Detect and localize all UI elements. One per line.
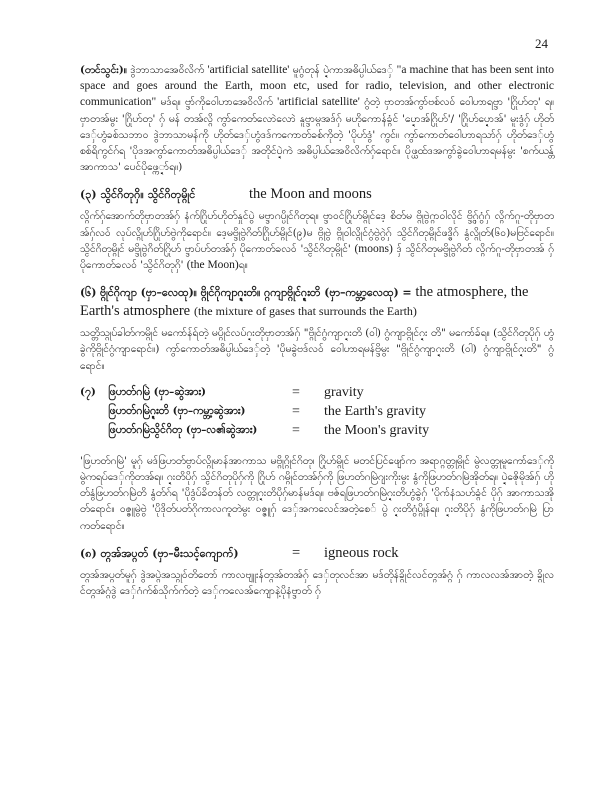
paragraph-text: လ္ဂိက်ဂှ်အောက်တိုဗှာတအ်ဂှ် နံက်ဂြိုဟ်ဟိုတ်နှုင်ပွဲ မဗ္ဒာဂပ္ပိုင်ဂိတုရ။ ဗ္ဒာဝင်ဂြိုဟ်မ္ဂိုင်ဒေ့ စိတ်မ ဗ္ဂိုဗွဲဂ္ဂာဝါလိုင် ဗ္ဒွိဂှ်ဂွံဂှ် လ္ဂိက်ဂူ-တိုဗှာတအ်ဂှ်လဝ် လုပ်လ္ဂိုဟ်ဂြိုဟ်ဗွဲကိုရောင်။ ဒေ့မဗ္ဒိုဗွဲဂိတ်ဂြိုဟ်မ္ဂိုင်(၉)မ ဗ္ဂိုဗွဲ ဗ္ဂိုဝါလ္ဂိုင်ဂွံဗွဲဂွဲဂှ် သ္ငိင်ဂိတုမ္ဂိုင်ဖဒ္ဓိဂ် နွံလ္ဂိုတ်(၆၀)မဗြင်ရောင်။ သ္ငိင်ဂိတုမ္ဂိုင် မဗ္ဒိုဗွဲဂိတ်ဂြိုဟ် ဗ္ဒာပ်ဟ်တအ်ဂှ် ပိုကောတ်ခလဝ် 'သ္ငိင်ဂိတုမ္ဂိုင်'	[80, 210, 554, 255]
paragraph-text: ဒှ် သ္ငိင်ဂိတုမဗ္ဒိုဗွဲဂိတ် လ္ဂိက်ဂူ-တိုဗှာတအ် ဂှ် ပိုကောတ်ခလဝ် 'သ္ငိင်ဂိတုဂှိ'	[80, 242, 555, 272]
section-number: (၇)	[80, 385, 96, 398]
equals-sign: =	[292, 385, 300, 401]
glossary-term-english: the Earth's gravity	[324, 404, 427, 420]
gravity-glossary	[80, 384, 429, 441]
glossary-term-mon: ဖြဟတ်ဂမြဲဂ္ဍးတိ (ဗှာ–ကမ္ဘာ့ဆွဲအား)	[108, 404, 246, 417]
heading-english-gloss: (the mixture of gases that surrounds the Earth)	[193, 304, 417, 319]
paragraph-text: 'ဖြဟတ်ဂမြဲ' မူဂှ် မဒ်ဖြဟတ်ဗွာပ်လ္ဂိုမာန်အာကာသ မဗ္ဂိုဂ္ဂိုင်ဂိတု၊ ဂြိုဟ်မ္ဂိုင် မတင်ပြင်ဖျော်က အရာဂ္ဂတ္တုမ္ဂိုင် မွဲလတ္တုမူကော်ဒေှ်ကို မွဲကရပ်ဒေှ်ကိုတအ်ရ။ ဂ္ဍးတိပိုဂှ် သ္ငိင်ဂိတုပိုဂှ်ကို ဂြိုဟ် ဂမ္ဂိုင်တအ်ဂှ်ကို ဖြဟတ်ဂမြဲဂျးကိုးမွး နွံကိုဖြဟတ်ဂမြဲအိုတ်ရ။ ပ္ဍဲဇေိုမိုအ်ဂှ် ဟိုတ်နွံဖြဟတ်ဂမြဲတိ နွံတ်ဂ်ရ 'ပိုဒွံပ်ခိတန်တ် လတ္တုဂ္ဍးတိပိုဂှ်မာန်မဒ်ရ။ ဗဇ်ရဖြဟတ်ဂမြဲဂ္ဍးတိဟွံခွဲဂှ် 'ပိုဂာ်နံသဟ်ခ္ဂံင် ပိုဂှ် အာကာသအိုတ်ရောင်။ ဝဇ္ဇူမွဲဗွဲ 'ပိုဒိုတ်ပတ်ဂိုကာလကူတဲမွး ဝဇ္ဇူဂှ် ဒေှ်အကလေင်အတဲ့စေ် ပွဲ ဂ္ဍးတိဂွံပ္ဂိုန်ရ။ ဂ္ဍးတိပိုဂှ် နွံကိုဖြဟတ်ဂမြဲ ပြာကတ်ရောင်။	[80, 454, 554, 532]
glossary-row	[80, 384, 429, 403]
english-term: (the Moon)	[186, 259, 239, 272]
intro-paragraph	[80, 62, 554, 175]
glossary-row	[80, 422, 429, 441]
paragraph-text: ဒွဲဘာသာအေ၀ိလိက်	[126, 64, 208, 76]
section-3-paragraph	[80, 208, 554, 273]
glossary-term-english: gravity	[324, 385, 364, 401]
section-6-paragraph	[80, 325, 554, 374]
equals-sign: =	[292, 404, 300, 420]
glossary-term-english: the Moon's gravity	[324, 423, 430, 439]
page-body	[80, 62, 554, 609]
glossary-row	[80, 403, 429, 422]
heading-english: igneous rock	[324, 544, 399, 561]
paragraph-text: မဒ်ရ။ ဗ္ဒာ်ကိုဝေါဟာအေ၀ိလိက်	[156, 96, 278, 109]
section-7-paragraph	[80, 453, 554, 534]
english-term: (moons)	[354, 242, 393, 255]
heading-english: the atmosphere, the Earth's atmosphere	[80, 284, 529, 320]
paragraph-text: ဂွံတဲ့ ဗှာတအ်ကွာ်ဗစ်လဝ် ဝေါဟာရဗ္ဒာ 'ဂြိုဟ်တု' ရ။ ဗှာတအ်မွး 'ဂြိုဟ်တု' ဂှ် မန် တအ်လ္ဂိ ကွာ်ကေတ်လောဲလောဲ နူဗ္ဒာမ္ဂအဒ်ဂှ် မဟိုကောန်ခ္ဂံင် 'ပ္ဍောအ်ဂြိုဟ်'/ 'ဂြိုဟ်ပ္ဍောအ်' မူးဒွံဂှ် ဟိုတ်ဒေှ်ဟွံခစ်သဘာဝ ဒွဲဘာသာမန်ကို ဟိုတ်ဒေှ်ဟွံဒဒ်ကကောတ်ခစ်ကိုတဲ့ 'ပိုဟ်ဒွံ' ကွင်။ ကွာ်ကောတ်ဝေါဟာရသာ်ဂှ် ဟိုတ်ဒေှ်ဟွံစစ်ရိကွင်ဂ်ရ 'ပိုဒအကွာ်ကောတ်အဓိပ္ပါယ်ဒေှ် အတိုင်ပ္ဍဲကဲ အဓိပ္ပါယ်အေ၀ိလိက်ဂှ်ရောင်။ ပိုဖ္ယထ်ဒအကွာ်ခွဲဝေါဟာရမန်မွး 'စက်ယန္တ်အာကာသ' ပေင်ပိုဖ္ကေ္ဍာ်ရ။)	[80, 96, 554, 174]
heading-mon: (၈) တ္ဂအ်အပ္ဂတ် (ဗှာ–မီးသင့်ကျောက်)	[80, 546, 239, 560]
paragraph-text: မူဂွံတုန် ပ္ဍဲကာအဓိပ္ပါယ်ဒေှ်	[289, 64, 397, 76]
paragraph-text: သတ္တိသ္ဂုပ်ခါတ်ကမ္ဂိုင် မကော်န်ရ်တဲ့ မပ္ဂိုင်လပ်ဂ္ဍးတိုဗှာတအ်ဂှ် "ဗ္ဂိုင်ဂွံကျာဂ္ဍးတိ (ဝါ) ဂွံကျာဗ္ဂိုင်ဂ္ဍး တိ" မကော်ခ်ရ။ (သ္ငိင်ဂိတုပိုဂှ် ဟွံခွဲကိုဗ္ဂိုင်ဂွံကျာရောင်။) ကွာ်ကောတ်အဓိပ္ပါယ်ဒေှ်တဲ့ 'ပိုမခွဲဗဒ်လဝ် ဝေါဟာရမန်ဗ္ဒိမွး "ဗ္ဂိုင်ဂွံကျာဂ္ဍးတိ (ဝါ) ဂွံကျာဗ္ဂိုင်ဂ္ဍးတိ" ဂွံရောင်။	[80, 327, 554, 372]
equals-sign: =	[292, 544, 301, 561]
heading-mon: (၆) ဗ္ဂိုင်ဂိုကျာ (ဗှာ–လေထု)။ ဗ္ဂိုင်ဂိုကျာဂ္ဍးတိ။ ဂ္ဂကျာဗ္ဂိုင်ဂ္ဍးတိ (ဗှာ–ကမ္ဘာ့လေထု) =	[80, 286, 412, 300]
section-8-paragraph	[80, 567, 554, 599]
paragraph-text: တ္ဂအ်အပ္ဂတ်မူဂှ် ဒွဲအပ္ဂဲအသ္ဂုဝ်တိတော် ကာလဗျူးန်တ္ဂအ်တအ်ဂှ် ဒေှ်တုလင်အာ မဒ်တိုန်ခ္ဂိုင်လင်တ္ဂအ်ဂ္ဂံ ဂှ် ကာလလအ်အာတဲ့ ခ္ဂိုလင်တ္ဂအ်ဂ္ဂံဒွဲ ဒေှ်ဂံက်စ်သိုက်က်တဲ့ ဒေှ်ကလေအ်ကျောနဲ့ပိုနံဗ္ဒာတ် ဂှ်	[80, 568, 554, 598]
heading-mon: (၃) သ္ငိင်ဂိတုဂှိ။ သ္ငိင်ဂိတုမ္ဂိုင်	[80, 188, 196, 202]
section-heading-6	[80, 283, 554, 321]
equals-sign: =	[292, 423, 300, 439]
paragraph-lead: (တင်သွင်း)။	[80, 64, 127, 76]
heading-english: the Moon and moons	[248, 186, 372, 203]
english-definition: "a machine that has been sent into space and goes around the Earth, moon etc, used for radio, television, and other electronic communication"	[80, 64, 555, 109]
english-term: 'artificial satellite'	[207, 64, 290, 76]
page-number: 24	[535, 36, 548, 51]
english-term: 'artificial satellite'	[277, 96, 360, 109]
paragraph-text: ရ။	[238, 259, 248, 272]
glossary-term-mon: ဖြဟတ်ဂမြဲ (ဗှာ–ဆွဲအား)	[108, 385, 206, 398]
section-heading-8	[80, 544, 554, 563]
glossary-term-mon: ဖြဟတ်ဂမြဲသ္ငိင်ဂိတု (ဗှာ–လ၏ဆွဲအား)	[108, 423, 258, 436]
section-heading-3	[80, 185, 554, 204]
